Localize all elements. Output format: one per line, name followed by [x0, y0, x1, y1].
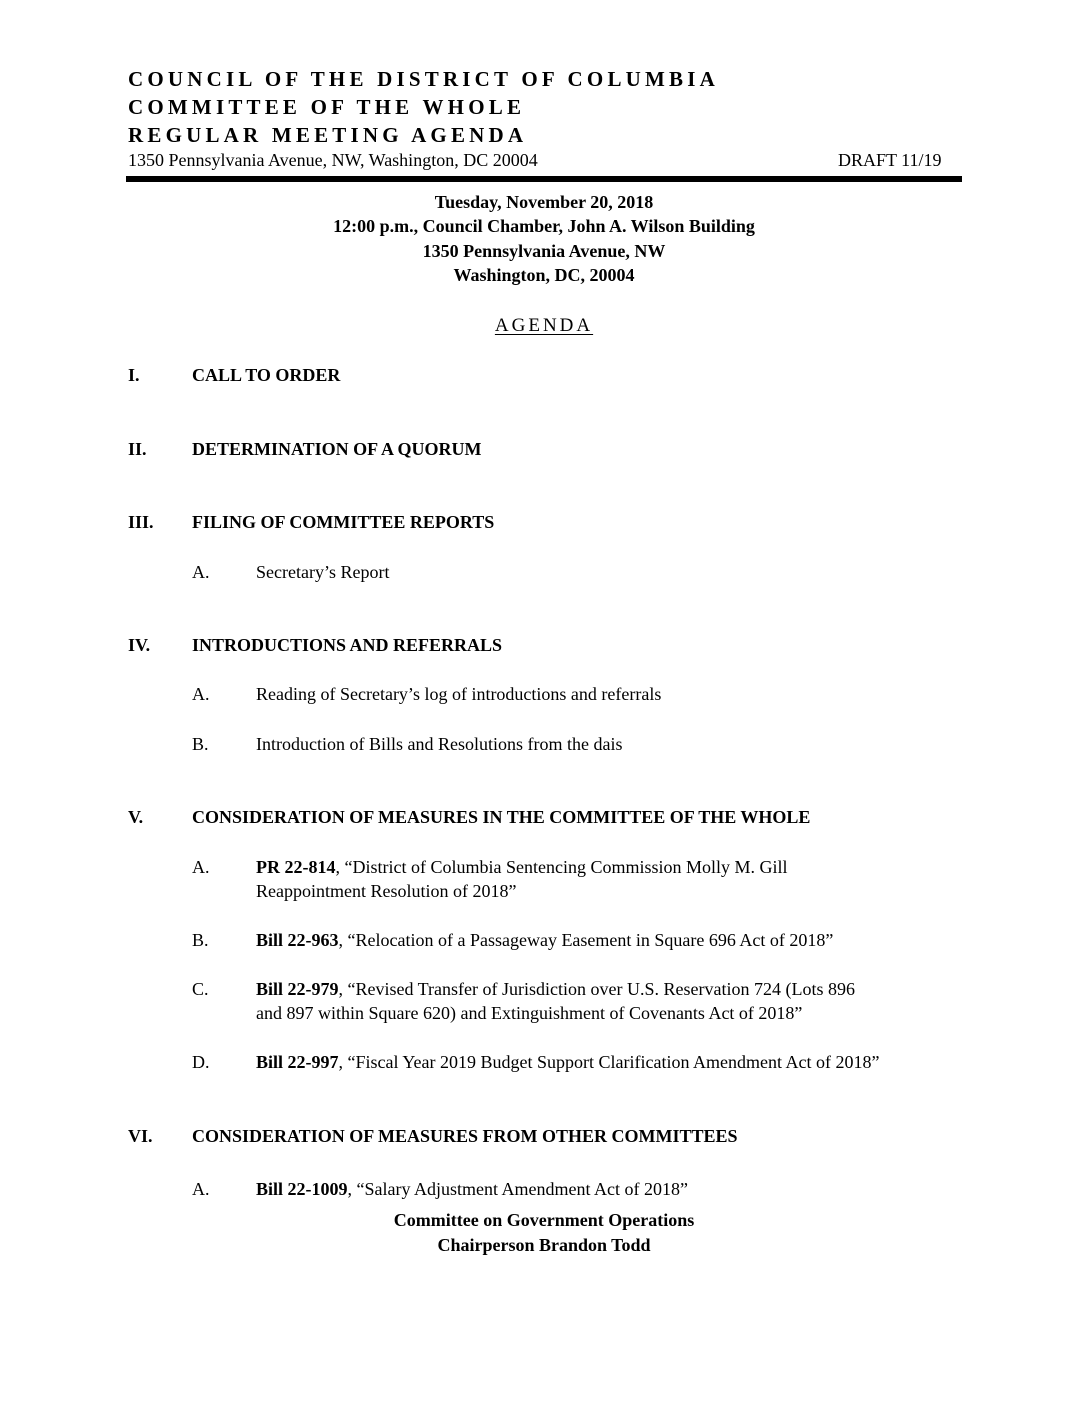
- item-letter: A.: [192, 684, 210, 704]
- item-text: [256, 1177, 688, 1201]
- item-text: [256, 1050, 879, 1074]
- meeting-city: Washington, DC, 20004: [453, 265, 635, 285]
- measure-number: Bill 22-979: [256, 979, 339, 999]
- section-number: III.: [128, 512, 154, 532]
- section-number: II.: [128, 439, 147, 459]
- item-text: Secretary’s Report: [256, 562, 390, 582]
- item-text: [256, 855, 788, 879]
- section-title: CONSIDERATION OF MEASURES IN THE COMMITTEE OF THE WHOLE: [192, 807, 811, 827]
- item-letter: B.: [192, 734, 209, 754]
- meeting-time-place: 12:00 p.m., Council Chamber, John A. Wilson Building: [333, 216, 755, 236]
- measure-number: PR 22-814: [256, 857, 336, 877]
- measure-title: , “Fiscal Year 2019 Budget Support Clarification Amendment Act of 2018”: [338, 1052, 880, 1072]
- item-text: [256, 977, 855, 1001]
- meeting-street: 1350 Pennsylvania Avenue, NW: [422, 241, 666, 261]
- measure-number: Bill 22-963: [256, 930, 339, 950]
- draft-label: DRAFT 11/19: [838, 150, 942, 170]
- item-text: [256, 928, 833, 952]
- item-letter: D.: [192, 1052, 210, 1072]
- agenda-type-title: REGULAR MEETING AGENDA: [128, 123, 528, 147]
- council-title: COUNCIL OF THE DISTRICT OF COLUMBIA: [128, 67, 719, 91]
- section-number: V.: [128, 807, 144, 827]
- measure-title: , “Revised Transfer of Jurisdiction over U.S. Reservation 724 (Lots 896: [338, 979, 855, 999]
- section-title: INTRODUCTIONS AND REFERRALS: [192, 635, 503, 655]
- measure-title: , “Relocation of a Passageway Easement in Square 696 Act of 2018”: [338, 930, 834, 950]
- sponsoring-committee: Committee on Government Operations: [393, 1210, 695, 1230]
- section-title: FILING OF COMMITTEE REPORTS: [192, 512, 495, 532]
- section-number: I.: [128, 365, 140, 385]
- header-rule: [126, 176, 962, 182]
- item-text: Introduction of Bills and Resolutions from the dais: [256, 734, 623, 754]
- section-number: IV.: [128, 635, 151, 655]
- agenda-heading: AGENDA: [494, 315, 594, 336]
- item-letter: A.: [192, 562, 210, 582]
- item-letter: A.: [192, 857, 210, 877]
- committee-title: COMMITTEE OF THE WHOLE: [128, 95, 526, 119]
- item-letter: B.: [192, 930, 209, 950]
- item-text-continued: Reappointment Resolution of 2018”: [256, 881, 517, 901]
- section-title: DETERMINATION OF A QUORUM: [192, 439, 482, 459]
- measure-number: Bill 22-997: [256, 1052, 339, 1072]
- item-letter: C.: [192, 979, 209, 999]
- measure-title: , “District of Columbia Sentencing Commission Molly M. Gill: [335, 857, 788, 877]
- item-text: Reading of Secretary’s log of introductions and referrals: [256, 684, 662, 704]
- meeting-date: Tuesday, November 20, 2018: [434, 192, 654, 212]
- section-title: CALL TO ORDER: [192, 365, 341, 385]
- measure-title: , “Salary Adjustment Amendment Act of 2018”: [347, 1179, 688, 1199]
- section-title: CONSIDERATION OF MEASURES FROM OTHER COMMITTEES: [192, 1126, 738, 1146]
- item-letter: A.: [192, 1179, 210, 1199]
- committee-chairperson: Chairperson Brandon Todd: [437, 1235, 651, 1255]
- measure-number: Bill 22-1009: [256, 1179, 348, 1199]
- header-address: 1350 Pennsylvania Avenue, NW, Washington, DC 20004: [128, 150, 538, 170]
- section-number: VI.: [128, 1126, 153, 1146]
- item-text-continued: and 897 within Square 620) and Extinguishment of Covenants Act of 2018”: [256, 1003, 803, 1023]
